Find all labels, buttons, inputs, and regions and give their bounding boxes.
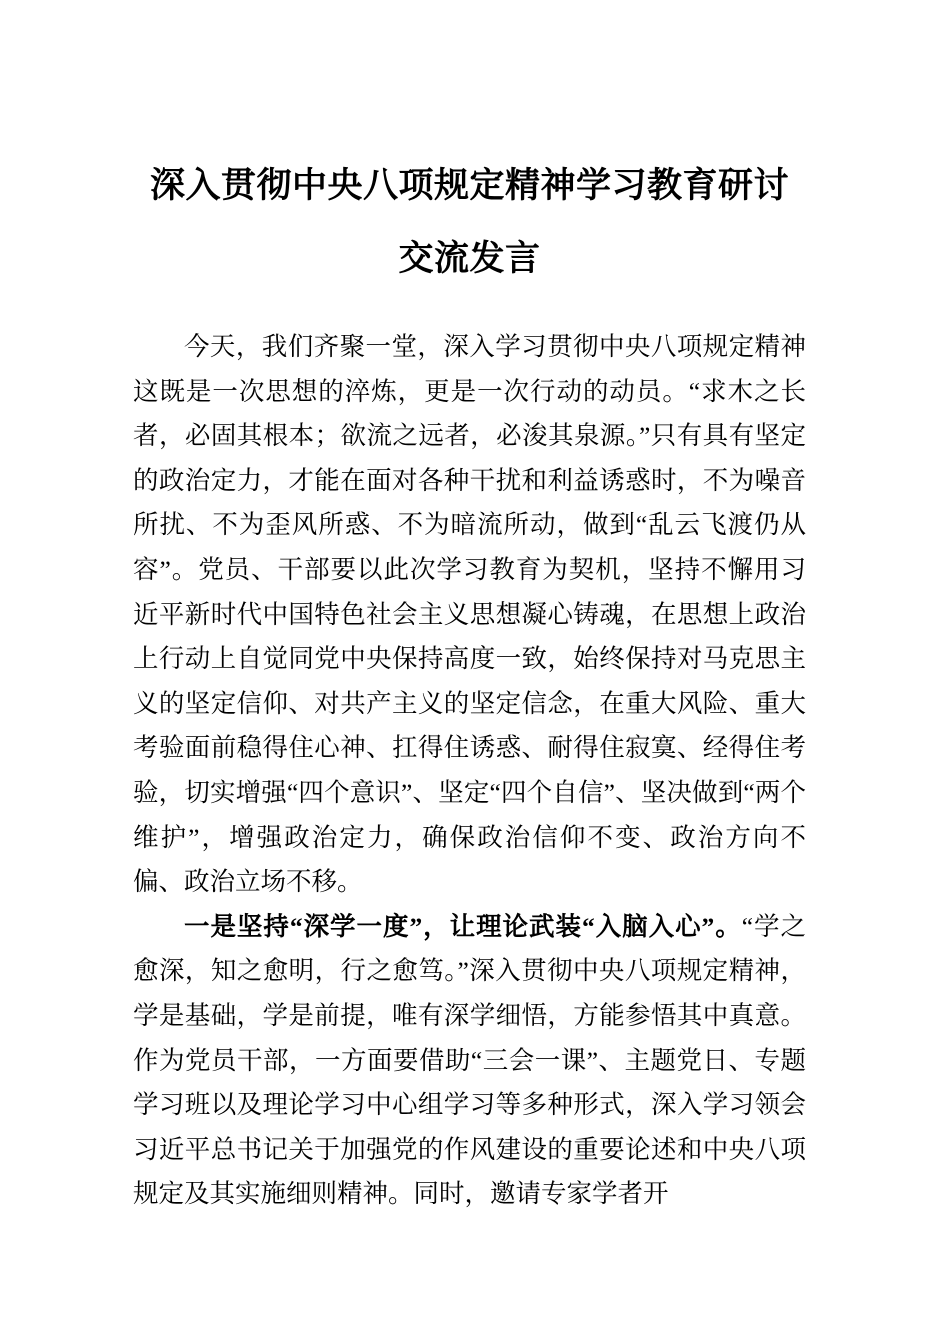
paragraph-intro <box>133 325 806 905</box>
paragraph-point-one-text: “学之愈深，知之愈明，行之愈笃。”深入贯彻中央八项规定精神，学是基础，学是前提，唯有深学细悟，方能参悟其中真意。作为党员干部，一方面要借助“三会一课”、主题党日、专题学习班以及理论学习中心组学习等多种形式，深入学习领会习近平总书记关于加强党的作风建设的重要论述和中央八项规定及其实施细则精神。同时，邀请专家学者开 <box>133 911 806 1209</box>
document-body <box>133 325 806 1217</box>
document-title: 深入贯彻中央八项规定精神学习教育研讨交流发言 <box>149 166 789 278</box>
paragraph-intro-text: 今天，我们齐聚一堂，深入学习贯彻中央八项规定精神这既是一次思想的淬炼，更是一次行动的动员。“求木之长者，必固其根本；欲流之远者，必浚其泉源。”只有具有坚定的政治定力，才能在面对各种干扰和利益诱惑时，不为噪音所扰、不为歪风所惑、不为暗流所动，做到“乱云飞渡仍从容”。党员、干部要以此次学习教育为契机，坚持不懈用习近平新时代中国特色社会主义思想凝心铸魂，在思想上政治上行动上自觉同党中央保持高度一致，始终保持对马克思主义的坚定信仰、对共产主义的坚定信念，在重大风险、重大考验面前稳得住心神、扛得住诱惑、耐得住寂寞、经得住考验，切实增强“四个意识”、坚定“四个自信”、坚决做到“两个维护”，增强政治定力，确保政治信仰不变、政治方向不偏、政治立场不移。 <box>133 332 806 897</box>
paragraph-point-one <box>133 905 806 1217</box>
paragraph-point-one-lead: 一是坚持“深学一度”，让理论武装“入脑入心”。 <box>184 911 742 941</box>
